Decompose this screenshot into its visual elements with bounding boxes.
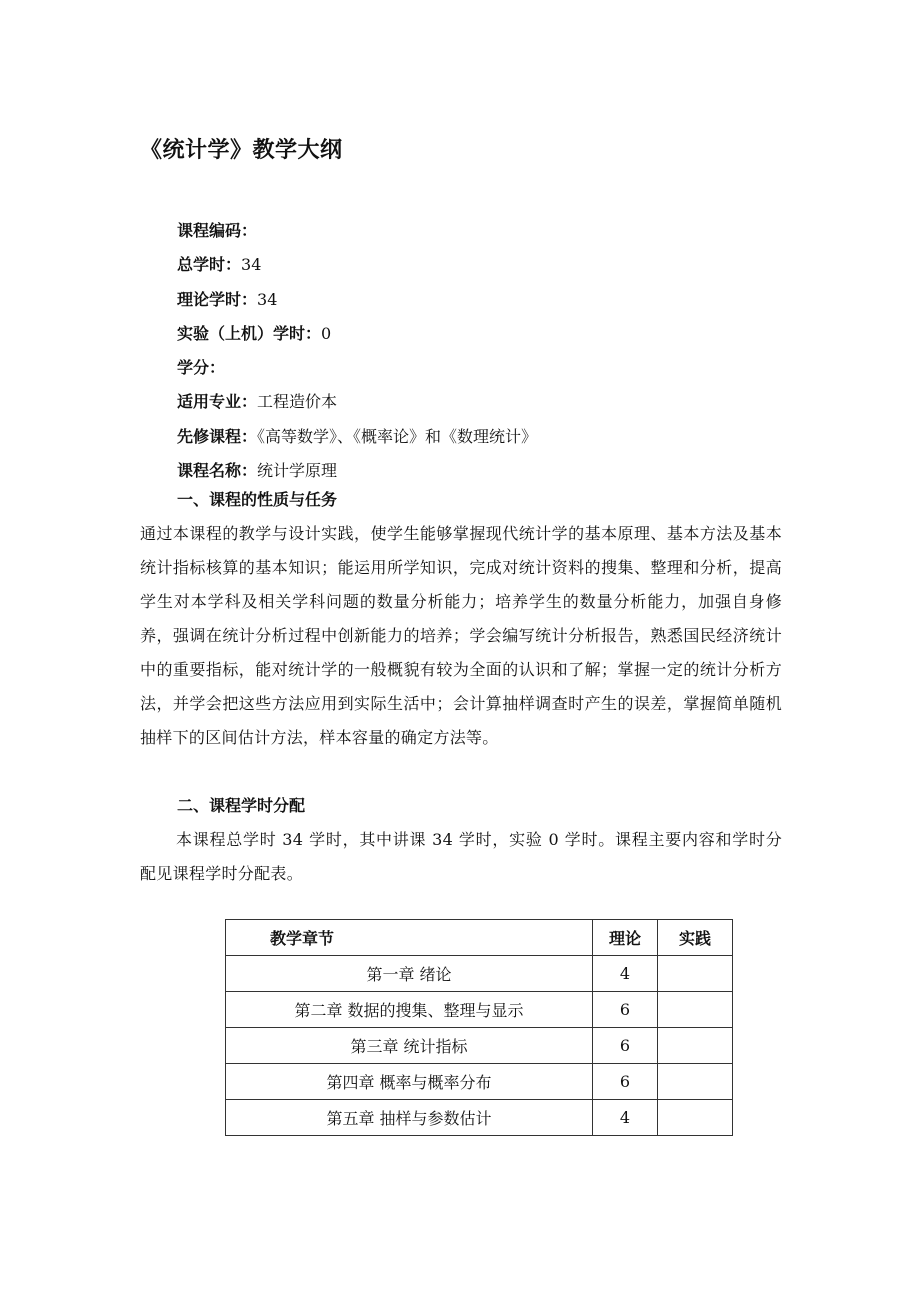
- meta-label: 理论学时：: [177, 289, 258, 309]
- meta-major: [177, 385, 537, 419]
- table-row: [226, 1064, 733, 1100]
- cell-theory: 6: [593, 992, 658, 1028]
- cell-chapter: 第五章 抽样与参数估计: [226, 1100, 593, 1136]
- cell-practice: [658, 1100, 733, 1136]
- hours-table: [225, 919, 733, 1136]
- meta-label: 学分：: [177, 358, 226, 378]
- meta-theory-hours: [177, 283, 537, 317]
- cell-theory: 6: [593, 1064, 658, 1100]
- section-body-nature: 通过本课程的教学与设计实践，使学生能够掌握现代统计学的基本原理、基本方法及基本统计指标核算的基本知识；能运用所学知识，完成对统计资料的搜集、整理和分析，提高学生对本学科及相关学科问题的数量分析能力；培养学生的数量分析能力，加强自身修养，强调在统计分析过程中创新能力的培养；学会编写统计分析报告，熟悉国民经济统计中的重要指标，能对统计学的一般概貌有较为全面的认识和了解；掌握一定的统计分析方法，并学会把这些方法应用到实际生活中；会计算抽样调查时产生的误差，掌握简单随机抽样下的区间估计方法，样本容量的确定方法等。: [140, 524, 782, 747]
- cell-theory: 6: [593, 1028, 658, 1064]
- header-practice: 实践: [658, 920, 733, 956]
- meta-label: 课程名称：: [177, 461, 258, 481]
- meta-prerequisites: [177, 420, 537, 454]
- cell-practice: [658, 992, 733, 1028]
- cell-chapter: 第四章 概率与概率分布: [226, 1064, 593, 1100]
- cell-chapter: 第三章 统计指标: [226, 1028, 593, 1064]
- meta-total-hours: [177, 248, 537, 282]
- meta-value: 工程造价本: [257, 392, 338, 412]
- cell-chapter: 第一章 绪论: [226, 956, 593, 992]
- meta-value: 0: [321, 323, 332, 343]
- section-body-hours: 本课程总学时 34 学时，其中讲课 34 学时，实验 0 学时。课程主要内容和学时分配见课程学时分配表。: [140, 830, 782, 883]
- cell-practice: [658, 956, 733, 992]
- meta-label: 实验（上机）学时：: [177, 323, 322, 343]
- table-row: [226, 956, 733, 992]
- header-theory: 理论: [593, 920, 658, 956]
- cell-practice: [658, 1028, 733, 1064]
- meta-value: 34: [241, 255, 262, 275]
- meta-label: 总学时：: [177, 255, 242, 275]
- meta-label: 课程编码：: [177, 221, 258, 240]
- meta-value: 统计学原理: [257, 461, 338, 481]
- cell-practice: [658, 1064, 733, 1100]
- cell-chapter: 第二章 数据的搜集、整理与显示: [226, 992, 593, 1028]
- meta-lab-hours: [177, 317, 537, 351]
- meta-value: 34: [257, 289, 278, 309]
- header-chapter: 教学章节: [226, 920, 593, 956]
- cell-theory: 4: [593, 1100, 658, 1136]
- meta-label: 适用专业：: [177, 392, 258, 412]
- meta-label: 先修课程：: [177, 426, 258, 446]
- table-row: [226, 1100, 733, 1136]
- page-title: 《统计学》教学大纲: [140, 138, 343, 163]
- meta-credits: [177, 351, 537, 385]
- cell-theory: 4: [593, 956, 658, 992]
- table-row: [226, 1028, 733, 1064]
- meta-value: 《高等数学》、《概率论》和《数理统计》: [257, 426, 538, 446]
- meta-course-code: [177, 214, 537, 248]
- course-meta: [177, 214, 537, 488]
- section-heading-nature: 一、课程的性质与任务: [177, 490, 338, 509]
- table-row: [226, 992, 733, 1028]
- table-header-row: [226, 920, 733, 956]
- section-heading-hours: 二、课程学时分配: [177, 796, 306, 815]
